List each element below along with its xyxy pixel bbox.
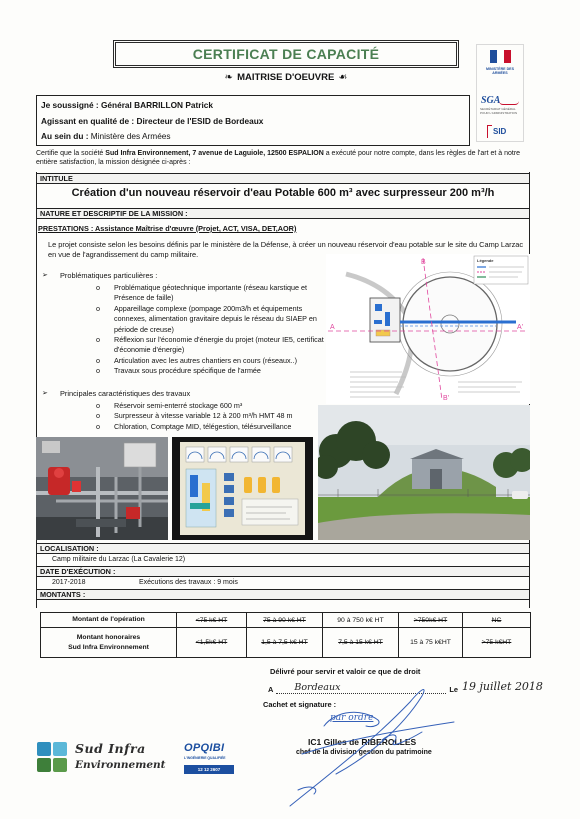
amount-range-text: <75 k€ HT (195, 616, 228, 624)
stamp-signature-label: Cachet et signature : (263, 700, 337, 709)
features-title-row (42, 389, 190, 398)
amount-range-cell (247, 613, 323, 628)
project-description: Le projet consiste selon les besoins définis par le ministère de la Défense, à créer un nouveau réservoir d'eau potable sur le site du Camp Larzac en vue de l'agrandissement du camp militaire. (48, 240, 524, 259)
list-item-text: Chloration, Comptage MID, télégestion, télésurveillance (114, 421, 292, 431)
list-item (96, 335, 328, 356)
ministry-logo (476, 44, 524, 142)
ministry-name: MINISTÈRE DES ARMÉES (486, 67, 514, 76)
plan-legend-title: Légende (477, 258, 494, 263)
marker-b-prime: B' (443, 395, 450, 402)
issues-list (96, 283, 328, 377)
list-item-text: Réflexion sur l'économie d'énergie du projet (moteur IE5, certificat d'économie d'énergie) (114, 335, 324, 355)
certificate-title-box (113, 40, 459, 68)
list-item (96, 356, 328, 366)
list-item-text: Surpresseur à vitesse variable 12 à 200 m³/h HMT 48 m (114, 411, 293, 421)
amount-range-cell (247, 628, 323, 658)
amount-range-text: 15 à 75 k€HT (410, 639, 451, 646)
certification-suffix: a exécuté pour notre compte, dans les règles de l'art et à notre entière satisfaction, la mission désignée ci-après : (36, 150, 521, 166)
opqibi-tagline: L'INGÉNIERIE QUALIFIÉE (184, 756, 226, 760)
marker-b: B (421, 259, 426, 266)
certification-statement (36, 149, 530, 167)
signatory-value: Directeur de l'ESID de Bordeaux (136, 115, 264, 126)
delivery-statement: Délivré pour servir et valoir ce que de droit (270, 667, 421, 676)
circle-bullet-icon: o (96, 366, 100, 376)
reservoir-site-photo (318, 405, 530, 540)
signatory-row (41, 114, 465, 130)
amount-range-cell (323, 628, 399, 658)
pump-room-photo (36, 437, 168, 540)
circle-bullet-icon: o (96, 283, 100, 292)
fees-amount-label (41, 628, 177, 658)
mission-type: MAITRISE D'OEUVRE (237, 72, 335, 83)
amount-range-cell (463, 628, 531, 658)
logo-square (53, 758, 67, 772)
place-field (276, 679, 446, 694)
sid-logo-text: SID (493, 127, 507, 136)
execution-duration: Exécutions des travaux : 9 mois (139, 579, 238, 586)
table-row (41, 613, 531, 628)
amount-range-cell (463, 613, 531, 628)
floral-ornament-icon: ☙ (338, 72, 348, 83)
logo-square (53, 742, 67, 756)
circle-bullet-icon: o (96, 355, 100, 365)
list-item-text: Appareillage complexe (pompage 200m3/h et équipements connexes, alimentation gravitaire depuis le réseau du SIAEP en période de creuse) (114, 303, 317, 334)
list-item (96, 366, 328, 376)
list-item-text: Problématique géotechnique importante (réseau karstique et Présence de faille) (114, 283, 307, 303)
circle-bullet-icon: o (96, 401, 100, 410)
amount-range-text: <1,5k€ HT (195, 639, 228, 646)
features-title: Principales caractéristiques des travaux (60, 389, 191, 398)
list-item (96, 411, 316, 421)
date-handwritten: 19 juillet 2018 (461, 680, 543, 693)
intitule-header: INTITULE (36, 173, 530, 184)
opqibi-number: 12 12 2607 (184, 765, 234, 774)
marker-a-prime: A' (517, 324, 524, 331)
date-prefix: Le (449, 685, 458, 694)
arrow-bullet-icon: ➢ (42, 271, 48, 279)
issues-title-row (42, 271, 157, 280)
execution-header: DATE D'EXÉCUTION : (36, 566, 530, 577)
signatory-value: Ministère des Armées (90, 131, 171, 141)
opqibi-logo (182, 741, 238, 776)
signatory-value: Général BARRILLON Patrick (100, 100, 213, 110)
issues-title: Problématiques particulières : (60, 271, 158, 280)
sud-infra-logo (37, 740, 177, 776)
list-item-text: Réservoir semi-enterré stockage 600 m³ (114, 401, 243, 410)
site-plan-diagram (326, 254, 530, 404)
place-date-line (268, 678, 568, 694)
fees-label-line1: Montant honoraires (76, 633, 141, 641)
list-item (96, 304, 328, 335)
company-logo-line2: Environnement (75, 759, 166, 771)
control-panel-photo (172, 437, 313, 540)
amounts-header: MONTANTS : (36, 589, 530, 600)
company-logo-line1: Sud Infra (75, 741, 146, 756)
circle-bullet-icon: o (96, 411, 100, 421)
list-item (96, 283, 328, 304)
amount-range-text: 1,5 à 7,5 k€ HT (261, 639, 308, 646)
signatory-label: Agissant en qualité de : (41, 115, 135, 126)
signatory-label: Je soussigné : (41, 100, 99, 110)
sid-bracket (487, 125, 492, 138)
certificate-title: CERTIFICAT DE CAPACITÉ (192, 46, 380, 62)
circle-bullet-icon: o (96, 335, 100, 345)
signatory-row (41, 98, 465, 114)
table-row (41, 628, 531, 658)
logo-square (37, 742, 51, 756)
place-handwritten: Bordeaux (294, 682, 341, 693)
list-item-text: Travaux sous procédure spécifique de l'armée (114, 366, 261, 376)
signatory-table (36, 95, 470, 146)
sga-logo-text: SGA (481, 95, 501, 106)
amount-range-text: 7,5 à 15 k€ HT (338, 639, 383, 646)
reservoir-circle (403, 277, 497, 371)
execution-years: 2017-2018 (52, 579, 86, 586)
sga-swoosh (499, 101, 519, 105)
marker-a: A (330, 324, 335, 331)
floral-ornament-icon: ❧ (224, 72, 234, 83)
arrow-bullet-icon: ➢ (42, 389, 48, 397)
signature-handwritten-note: par ordre (330, 713, 374, 723)
circle-bullet-icon: o (96, 421, 100, 431)
signatory-row (41, 129, 465, 145)
features-list (96, 401, 316, 432)
amount-range-cell (323, 613, 399, 628)
amounts-table (40, 612, 531, 658)
location-value: Camp militaire du Larzac (La Cavalerie 12) (52, 556, 186, 563)
operation-amount-label: Montant de l'opération (41, 613, 177, 628)
fees-label-line2: Sud Infra Environnement (68, 643, 149, 651)
certification-prefix: Certifie que la société (36, 150, 104, 157)
amount-range-text: NC (491, 616, 502, 624)
list-item (96, 422, 316, 432)
logo-square (37, 758, 51, 772)
mission-header: NATURE ET DESCRIPTIF DE LA MISSION : (36, 208, 530, 219)
place-prefix: A (268, 685, 274, 694)
amount-range-cell (177, 613, 247, 628)
project-title: Création d'un nouveau réservoir d'eau Potable 600 m³ avec surpresseur 200 m³/h (71, 187, 495, 199)
amount-range-cell (177, 628, 247, 658)
opqibi-name: OPQIBI (184, 742, 225, 754)
amount-range-text: >750k€ HT (413, 616, 448, 624)
signatory-label: Au sein du : (41, 131, 89, 141)
list-item-text: Articulation avec les autres chantiers en cours (réseaux..) (114, 355, 297, 365)
amount-range-text: 90 à 750 k€ HT (337, 616, 384, 624)
amount-range-cell (399, 613, 463, 628)
signatory-role: chef de la division gestion du patrimoine (296, 749, 432, 756)
location-header: LOCALISATION : (36, 543, 530, 554)
mission-type-heading (113, 72, 459, 83)
amount-range-cell (399, 628, 463, 658)
french-flag-icon (490, 50, 511, 63)
circle-bullet-icon: o (96, 303, 100, 313)
prestations-line: PRESTATIONS : Assistance Maîtrise d'œuvre (Projet, ACT, VISA, DET,AOR) (38, 224, 297, 233)
list-item (96, 401, 316, 411)
signatory-name: IC1 Gilles de RIBEROLLES (308, 737, 417, 747)
amount-range-text: 75 à 90 k€ HT (263, 616, 306, 624)
amount-range-text: >75 k€HT (481, 639, 512, 646)
company-name-address: Sud Infra Environnement, 7 avenue de Laguiole, 12500 ESPALION (105, 150, 324, 157)
sga-full-name: SECRÉTARIAT GÉNÉRAL POUR L'ADMINISTRATION (480, 107, 518, 115)
